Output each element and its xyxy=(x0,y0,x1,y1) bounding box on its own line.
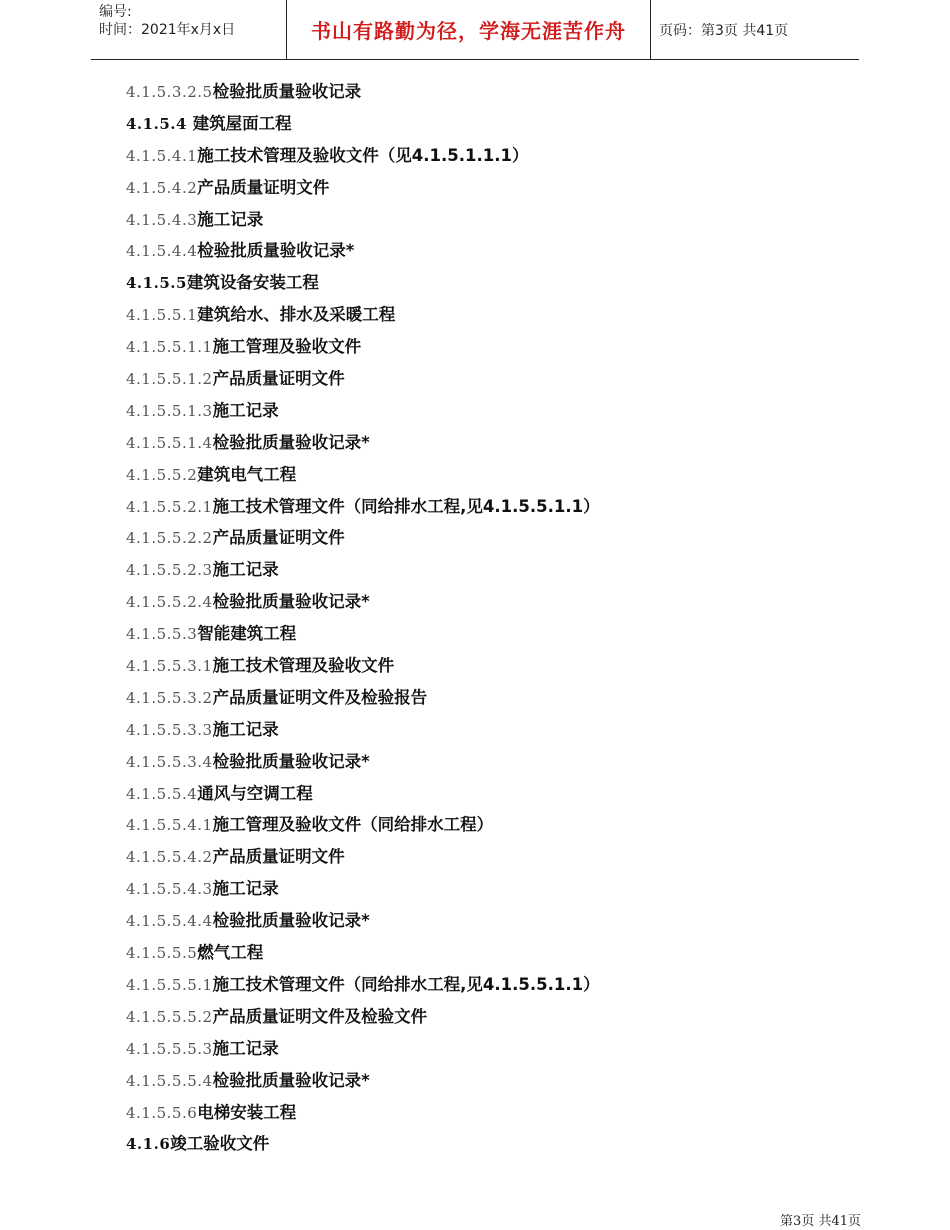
outline-title: 检验批质量验收记录* xyxy=(212,751,370,771)
outline-item xyxy=(126,809,846,841)
outline-title: 施工技术管理及验收文件 xyxy=(212,656,395,676)
outline-number: 4.1.5.5.4.4 xyxy=(126,912,213,931)
outline-title: 施工记录 xyxy=(212,560,279,580)
outline-item xyxy=(126,331,846,363)
outline-item xyxy=(126,873,846,905)
outline-number: 4.1.5.4.2 xyxy=(126,178,198,197)
outline-item xyxy=(126,1065,846,1097)
code-label: 编号: xyxy=(99,4,132,20)
outline-item xyxy=(126,235,846,267)
outline-number: 4.1.5.5 xyxy=(126,274,187,293)
outline-title: 施工记录 xyxy=(212,719,279,739)
outline-item xyxy=(126,76,846,108)
outline-item xyxy=(126,969,846,1001)
outline-title: 产品质量证明文件 xyxy=(212,369,345,389)
outline-number: 4.1.6 xyxy=(126,1135,171,1154)
outline-title: 施工记录 xyxy=(197,209,264,229)
outline-title: 施工技术管理文件（同给排水工程,见4.1.5.5.1.1） xyxy=(212,974,600,994)
outline-number: 4.1.5.5.3.1 xyxy=(126,657,213,676)
outline-title: 产品质量证明文件及检验文件 xyxy=(212,1006,428,1026)
outline-number: 4.1.5.5.1.3 xyxy=(126,401,213,420)
outline-number: 4.1.5.5.5.1 xyxy=(126,975,213,994)
outline-title: 建筑设备安装工程 xyxy=(186,273,319,293)
outline-number: 4.1.5.5.1 xyxy=(126,306,198,325)
outline-number: 4.1.5.5.5.4 xyxy=(126,1071,213,1090)
outline-title: 产品质量证明文件及检验报告 xyxy=(212,687,428,707)
outline-item xyxy=(126,140,846,172)
outline-item xyxy=(126,1097,846,1129)
page-footer xyxy=(780,1210,861,1229)
outline-title: 施工技术管理及验收文件（见4.1.5.1.1.1） xyxy=(197,145,529,165)
outline-item xyxy=(126,682,846,714)
outline-title: 施工记录 xyxy=(212,400,279,420)
outline-title: 建筑电气工程 xyxy=(197,464,297,484)
outline-title: 产品质量证明文件 xyxy=(197,177,330,197)
outline-title: 检验批质量验收记录* xyxy=(212,592,370,612)
outline-title: 检验批质量验收记录 xyxy=(212,82,362,101)
outline-item xyxy=(126,778,846,810)
outline-title: 检验批质量验收记录* xyxy=(212,911,370,931)
outline-number: 4.1.5.5.3.2 xyxy=(126,688,213,707)
outline-title: 电梯安装工程 xyxy=(197,1102,297,1122)
outline-title: 检验批质量验收记录* xyxy=(197,241,355,261)
outline-item xyxy=(126,841,846,873)
outline-item xyxy=(126,905,846,937)
outline-number: 4.1.5.5.4.3 xyxy=(126,880,213,899)
outline-item xyxy=(126,491,846,523)
outline-item xyxy=(126,395,846,427)
outline-title: 检验批质量验收记录* xyxy=(212,432,370,452)
outline-item xyxy=(126,1001,846,1033)
outline-title: 施工技术管理文件（同给排水工程,见4.1.5.5.1.1） xyxy=(212,496,600,516)
outline-title: 产品质量证明文件 xyxy=(212,528,345,548)
outline-item xyxy=(126,1128,846,1160)
outline-number: 4.1.5.5.2.3 xyxy=(126,561,213,580)
outline-item xyxy=(126,172,846,204)
outline-item xyxy=(126,1033,846,1065)
outline-number: 4.1.5.5.4 xyxy=(126,784,198,803)
outline-title: 建筑给水、排水及采暖工程 xyxy=(197,305,396,325)
outline-number: 4.1.5.5.1.1 xyxy=(126,338,213,357)
outline-number: 4.1.5.4.1 xyxy=(126,146,198,165)
outline-title: 施工管理及验收文件（同给排水工程） xyxy=(212,815,494,835)
outline-title: 产品质量证明文件 xyxy=(212,847,345,867)
header-page-cell xyxy=(651,0,859,59)
outline-title: 检验批质量验收记录* xyxy=(212,1070,370,1090)
outline-item xyxy=(126,427,846,459)
outline-item xyxy=(126,108,846,140)
outline-item xyxy=(126,299,846,331)
outline-number: 4.1.5.4.4 xyxy=(126,242,198,261)
outline-number: 4.1.5.5.1.4 xyxy=(126,433,213,452)
outline-number: 4.1.5.5.4.1 xyxy=(126,816,213,835)
outline-item xyxy=(126,522,846,554)
outline-item xyxy=(126,363,846,395)
footer-page-info: 第3页 共41页 xyxy=(780,1214,861,1229)
outline-number: 4.1.5.5.3.3 xyxy=(126,720,213,739)
outline-number: 4.1.5.5.3.4 xyxy=(126,752,213,771)
outline-number: 4.1.5.5.1.2 xyxy=(126,370,213,389)
document-body xyxy=(126,76,846,1160)
outline-number: 4.1.5.5.2.2 xyxy=(126,529,213,548)
outline-item xyxy=(126,586,846,618)
header-page-info: 页码：第3页 共41页 xyxy=(659,22,789,39)
outline-item xyxy=(126,937,846,969)
outline-item xyxy=(126,267,846,299)
outline-title: 建筑屋面工程 xyxy=(192,113,292,133)
outline-title: 智能建筑工程 xyxy=(197,624,297,644)
outline-item xyxy=(126,204,846,236)
outline-number: 4.1.5.4 xyxy=(126,114,193,133)
outline-number: 4.1.5.5.5.2 xyxy=(126,1007,213,1026)
outline-title: 通风与空调工程 xyxy=(197,783,313,803)
outline-number: 4.1.5.5.2.4 xyxy=(126,593,213,612)
outline-title: 施工记录 xyxy=(212,879,279,899)
outline-title: 施工记录 xyxy=(212,1038,279,1058)
outline-number: 4.1.5.5.5 xyxy=(126,944,198,963)
outline-number: 4.1.5.3.2.5 xyxy=(126,83,213,101)
outline-title: 燃气工程 xyxy=(197,943,264,963)
header-motto-cell xyxy=(287,0,651,59)
outline-item xyxy=(126,746,846,778)
motto-text: 书山有路勤为径，学海无涯苦作舟 xyxy=(311,19,626,43)
time-label: 时间：2021年x月x日 xyxy=(99,22,236,38)
outline-number: 4.1.5.5.2 xyxy=(126,465,198,484)
outline-number: 4.1.5.5.2.1 xyxy=(126,497,213,516)
outline-number: 4.1.5.5.5.3 xyxy=(126,1039,213,1058)
outline-number: 4.1.5.5.4.2 xyxy=(126,848,213,867)
outline-item xyxy=(126,459,846,491)
outline-number: 4.1.5.4.3 xyxy=(126,210,198,229)
outline-item xyxy=(126,618,846,650)
outline-title: 竣工验收文件 xyxy=(170,1134,270,1154)
header-meta-cell xyxy=(91,0,287,59)
outline-number: 4.1.5.5.6 xyxy=(126,1103,198,1122)
outline-number: 4.1.5.5.3 xyxy=(126,625,198,644)
outline-item xyxy=(126,650,846,682)
page-header xyxy=(91,0,859,60)
outline-item xyxy=(126,554,846,586)
outline-item xyxy=(126,714,846,746)
outline-title: 施工管理及验收文件 xyxy=(212,337,362,357)
